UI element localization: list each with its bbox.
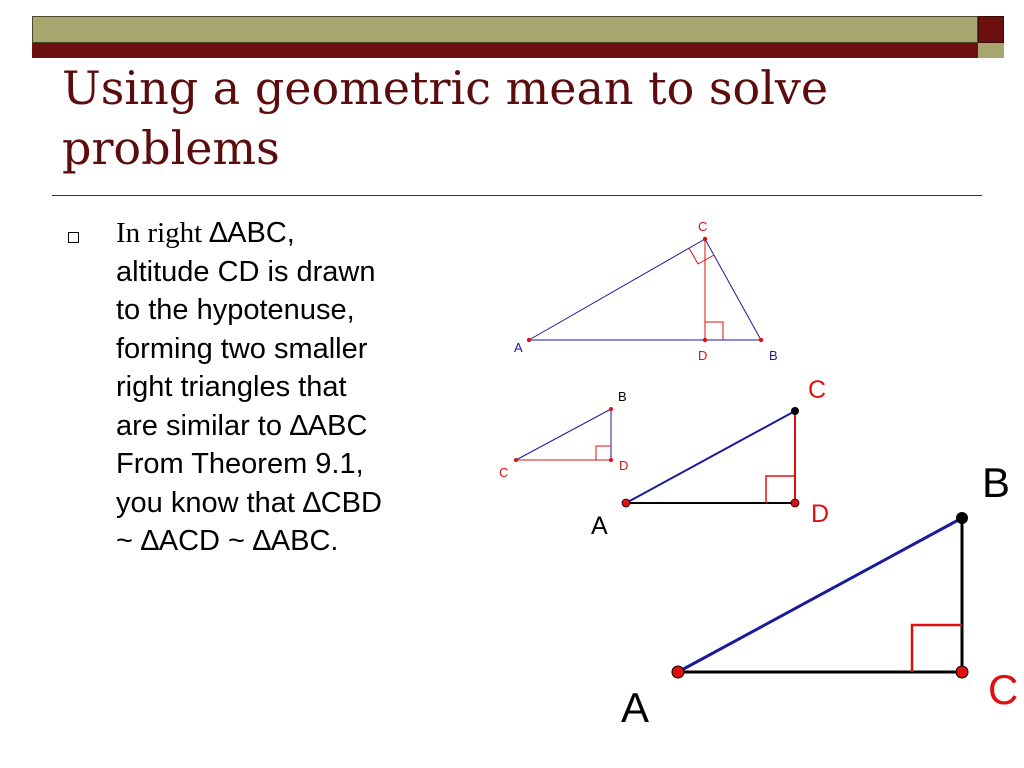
large-point-a [672, 666, 684, 678]
medium-right-angle-d [766, 476, 795, 503]
large-label-c: C [988, 666, 1019, 713]
large-point-c [956, 666, 968, 678]
medium-point-c [791, 407, 799, 415]
main-point-b [759, 338, 763, 342]
small-point-d [609, 458, 613, 462]
main-point-c [703, 237, 707, 241]
bullet-lead: In right [116, 217, 210, 249]
large-point-b [956, 512, 968, 524]
main-label-a: A [514, 340, 523, 355]
main-point-a [527, 338, 531, 342]
small-right-angle-d [596, 446, 611, 460]
medium-label-c: C [808, 376, 827, 404]
bullet-line-5: right triangles that [116, 371, 347, 403]
main-right-angle-c [689, 248, 714, 264]
bullet-line-4: forming two smaller [116, 332, 368, 365]
medium-side-ac [626, 411, 795, 503]
main-label-b: B [769, 348, 778, 363]
main-side-ac [529, 239, 705, 340]
medium-point-a [622, 499, 630, 507]
small-triangle [499, 389, 628, 480]
bullet-line-2: altitude CD is drawn [116, 255, 376, 288]
main-point-d [703, 338, 707, 342]
small-point-b [609, 407, 613, 411]
main-right-angle-d [705, 322, 723, 340]
main-side-cb [705, 239, 761, 340]
small-point-c [514, 458, 518, 462]
medium-label-d: D [811, 500, 830, 528]
bullet-line-9: ~ ∆ACD ~ ∆ABC. [116, 525, 339, 557]
large-side-ab [678, 518, 962, 672]
small-label-c: C [499, 465, 509, 480]
small-label-b: B [618, 389, 627, 404]
main-label-c: C [698, 219, 708, 234]
large-label-a: A [621, 684, 650, 731]
bullet-line-8: you know that ∆CBD [116, 486, 382, 519]
large-label-b: B [982, 459, 1011, 506]
main-triangle [514, 219, 778, 363]
large-right-angle-c [912, 625, 962, 672]
slide-title: Using a geometric mean to solve problems [62, 61, 829, 175]
medium-point-d [791, 499, 799, 507]
main-label-d: D [698, 348, 708, 363]
bullet-line-7: From Theorem 9.1, [116, 448, 364, 480]
small-side-cb [516, 409, 611, 460]
small-label-d: D [619, 458, 629, 473]
bullet-line-1: ∆ABC, [209, 217, 295, 249]
bullet-line-6: are similar to ∆ABC [116, 409, 368, 442]
bullet-line-3: to the hypotenuse, [116, 294, 355, 326]
medium-label-a: A [591, 512, 608, 540]
